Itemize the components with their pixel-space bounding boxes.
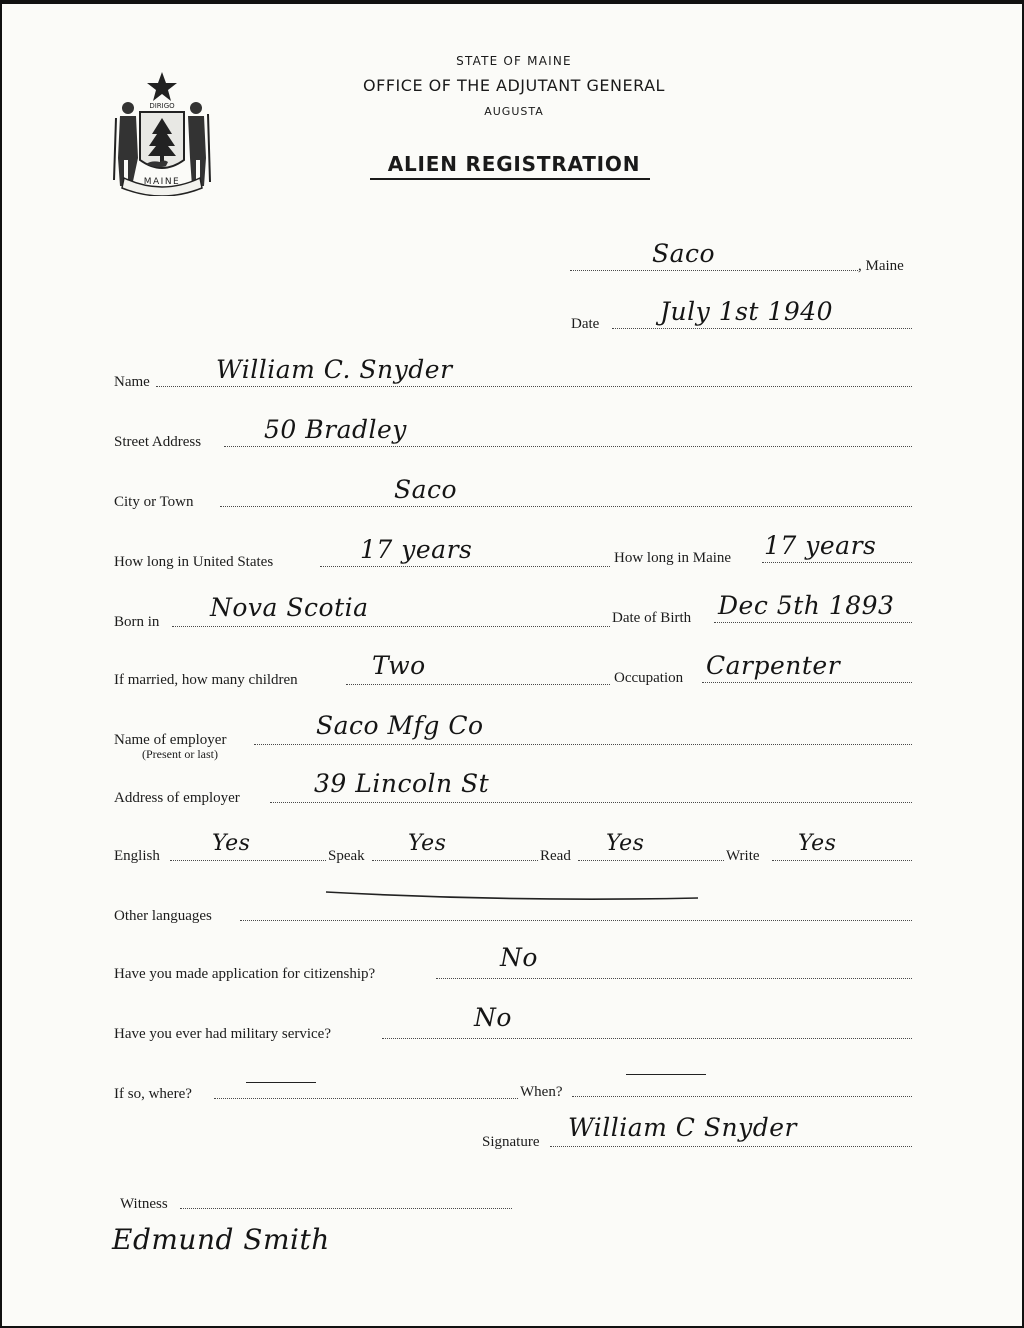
- read-value: Yes: [606, 831, 645, 856]
- employer-sublabel: (Present or last): [142, 747, 218, 761]
- how-long-us-value: 17 years: [360, 535, 473, 564]
- date-label: Date: [571, 316, 600, 332]
- seal-text: MAINE: [143, 177, 181, 187]
- city-value: Saco: [394, 475, 458, 504]
- other-languages-label: Other languages: [114, 908, 212, 924]
- witness-value: Edmund Smith: [112, 1223, 330, 1256]
- town-value: Saco: [652, 239, 716, 268]
- dob-label: Date of Birth: [612, 610, 692, 626]
- military-label: Have you ever had military service?: [114, 1026, 331, 1042]
- born-in-value: Nova Scotia: [210, 593, 369, 622]
- english-value: Yes: [212, 831, 251, 856]
- street-label: Street Address: [114, 434, 202, 450]
- occupation-label: Occupation: [614, 670, 684, 686]
- employer-value: Saco Mfg Co: [316, 711, 484, 740]
- occupation-value: Carpenter: [706, 651, 841, 680]
- name-value: William C. Snyder: [216, 355, 453, 384]
- citizenship-value: No: [500, 943, 538, 972]
- write-value: Yes: [798, 831, 837, 856]
- signature-label: Signature: [482, 1134, 540, 1150]
- street-value: 50 Bradley: [264, 415, 407, 444]
- date-value: July 1st 1940: [660, 297, 834, 326]
- how-long-us-label: How long in United States: [114, 554, 274, 570]
- read-label: Read: [540, 848, 571, 864]
- header-city: AUGUSTA: [484, 105, 544, 118]
- children-value: Two: [372, 651, 426, 680]
- header-state: STATE OF MAINE: [456, 54, 572, 68]
- citizenship-label: Have you made application for citizenship?: [114, 966, 376, 982]
- signature-value: William C Snyder: [568, 1113, 797, 1142]
- children-label: If married, how many children: [114, 672, 298, 688]
- speak-label: Speak: [328, 848, 365, 864]
- born-in-label: Born in: [114, 614, 160, 630]
- form-title: ALIEN REGISTRATION: [387, 152, 641, 176]
- write-label: Write: [726, 848, 760, 864]
- when-label: When?: [520, 1084, 563, 1100]
- where-dash-stroke: [246, 1082, 316, 1083]
- title-underline: [370, 178, 650, 180]
- header-office: OFFICE OF THE ADJUTANT GENERAL: [363, 76, 665, 95]
- where-label: If so, where?: [114, 1086, 192, 1102]
- name-label: Name: [114, 374, 150, 390]
- employer-address-value: 39 Lincoln St: [314, 769, 490, 798]
- city-label: City or Town: [114, 494, 194, 510]
- how-long-maine-label: How long in Maine: [614, 550, 732, 566]
- witness-label: Witness: [120, 1196, 168, 1212]
- military-value: No: [474, 1003, 512, 1032]
- pen-underline-stroke: [322, 886, 702, 906]
- english-label: English: [114, 848, 160, 864]
- svg-text:DIRIGO: DIRIGO: [149, 102, 175, 110]
- dob-value: Dec 5th 1893: [718, 591, 895, 620]
- how-long-maine-value: 17 years: [764, 531, 877, 560]
- maine-label: , Maine: [858, 258, 904, 274]
- when-dash-stroke: [626, 1074, 706, 1075]
- employer-address-label: Address of employer: [114, 790, 240, 806]
- employer-label: Name of employer: [114, 732, 227, 748]
- speak-value: Yes: [408, 831, 447, 856]
